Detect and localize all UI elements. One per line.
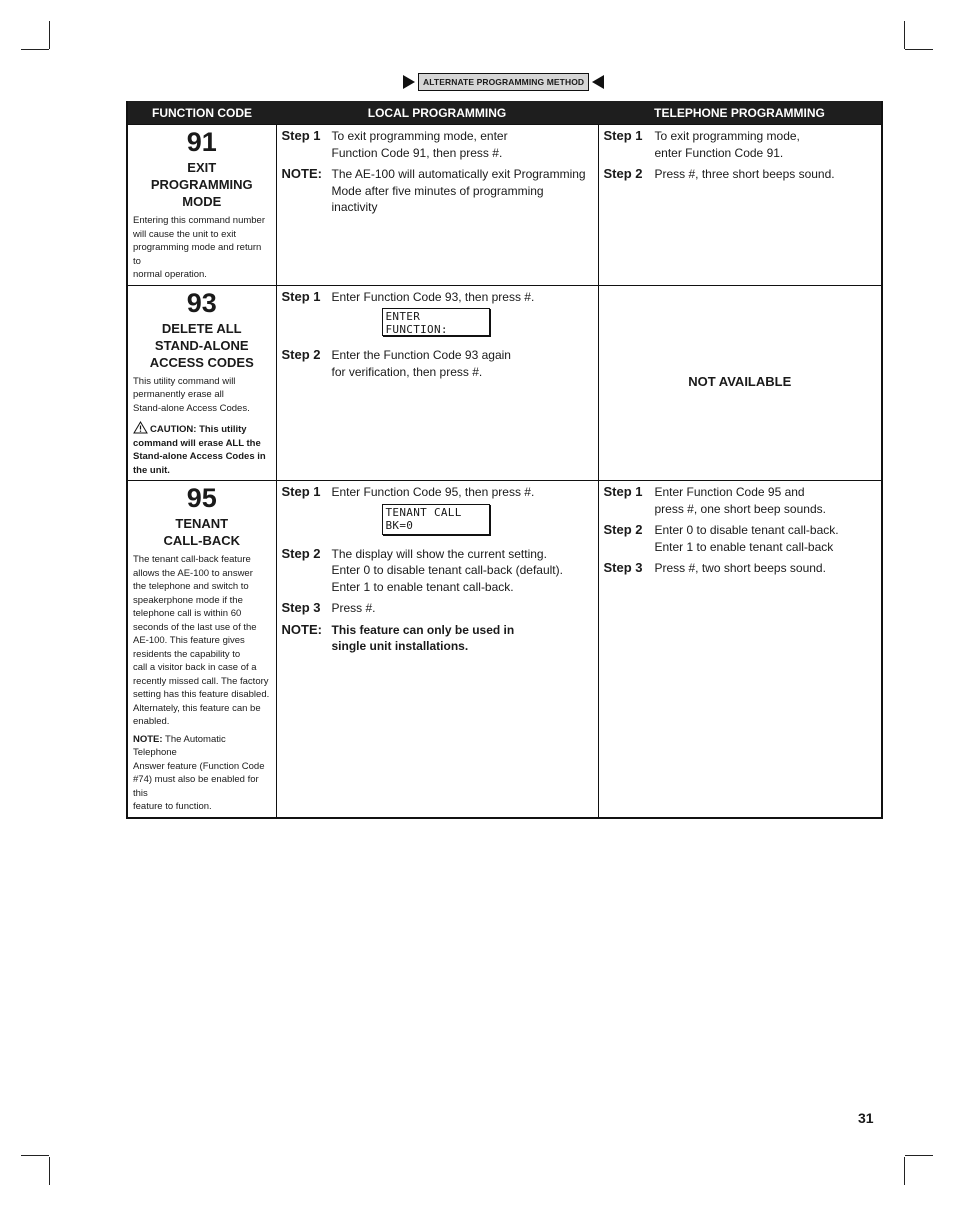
section-label: ALTERNATE PROGRAMMING METHOD	[418, 73, 589, 91]
crop-mark	[905, 49, 933, 50]
step-text: Press #.	[331, 601, 376, 615]
function-description: The tenant call-back feature allows the AE-100 to answer the telephone and switch to speakerphone mode if the telephone call is within 60 seconds of the last use of the AE-100. This feature gives residents the capability to call a visitor back in case of a recently missed call. The factory setting has this feature disabled. Alternately, this feature can be enabled.	[133, 554, 270, 727]
step	[604, 128, 877, 161]
step-text: Enter 0 to disable tenant call-back. Enter 1 to enable tenant call-back	[654, 523, 839, 554]
table-row	[127, 125, 882, 286]
crop-mark	[904, 21, 905, 49]
programming-table	[126, 101, 883, 819]
page-number: 31	[858, 1110, 874, 1126]
telephone-programming-cell	[598, 125, 882, 286]
note-label: NOTE:	[281, 621, 322, 637]
function-code-cell	[127, 285, 276, 481]
note	[282, 622, 593, 655]
crop-mark	[21, 49, 49, 50]
section-tag	[403, 72, 604, 92]
step-text: To exit programming mode, enter Function Code 91, then press #.	[331, 129, 508, 160]
step	[282, 289, 593, 306]
step-text: Enter Function Code 95 and press #, one short beep sounds.	[654, 485, 826, 516]
step-text: Enter Function Code 93, then press #.	[331, 289, 535, 304]
step-text: Press #, two short beeps sound.	[654, 561, 826, 575]
function-name: TENANT CALL-BACK	[163, 516, 241, 548]
note-label: NOTE:	[133, 733, 163, 745]
step	[282, 546, 593, 596]
table-row	[127, 481, 882, 818]
step	[282, 128, 593, 161]
step-label: Step 2	[603, 522, 643, 537]
step-label: Step 1	[281, 128, 321, 143]
column-header: TELEPHONE PROGRAMMING	[598, 101, 882, 125]
local-programming-cell	[276, 285, 598, 481]
step-label: Step 1	[603, 484, 643, 499]
function-code-cell	[127, 125, 276, 286]
function-description: This utility command will permanently erase all Stand-alone Access Codes.	[133, 375, 250, 414]
local-programming-cell	[276, 125, 598, 286]
local-programming-cell	[276, 481, 598, 818]
lcd-display: TENANT CALL BK=0	[382, 504, 490, 535]
crop-mark	[904, 1157, 905, 1185]
step	[604, 166, 877, 183]
function-description: Entering this command number will cause the unit to exit programming mode and return to normal operation.	[133, 215, 266, 280]
function-name: DELETE ALL STAND-ALONE ACCESS CODES	[149, 320, 254, 370]
crop-mark	[49, 1157, 50, 1185]
table-header	[127, 101, 882, 125]
step-label: Step 2	[281, 347, 321, 362]
function-note: NOTE: The Automatic Telephone Answer feature (Function Code #74) must also be enabled for this feature to function.	[133, 733, 265, 812]
step	[282, 600, 593, 617]
note-text: The AE-100 will automatically exit Programming Mode after five minutes of programming inactivity	[331, 167, 586, 214]
telephone-programming-cell	[598, 285, 882, 481]
step-label: Step 3	[281, 600, 321, 615]
step-label: Step 2	[603, 166, 643, 181]
step	[604, 484, 877, 517]
not-available-label: NOT AVAILABLE	[688, 374, 792, 389]
step-label: Step 3	[603, 560, 643, 575]
arrow-left-icon	[592, 75, 604, 89]
step-text: Enter the Function Code 93 again for verification, then press #.	[331, 348, 511, 379]
step-text: Enter Function Code 95, then press #.	[331, 485, 535, 499]
step	[604, 522, 877, 555]
note	[282, 166, 593, 216]
column-header: FUNCTION CODE	[127, 101, 276, 125]
function-code-number: 91	[186, 127, 217, 157]
telephone-programming-cell	[598, 481, 882, 818]
step-label: Step 2	[281, 545, 321, 561]
note-label: NOTE:	[281, 166, 322, 181]
note-text: This feature can only be used in single unit installations.	[331, 622, 515, 653]
step-text: To exit programming mode, enter Function Code 91.	[654, 129, 800, 160]
step	[604, 560, 877, 577]
step-label: Step 1	[603, 128, 643, 143]
crop-mark	[21, 1155, 49, 1156]
step	[282, 484, 593, 501]
crop-mark	[49, 21, 50, 49]
table-row	[127, 285, 882, 481]
warning-icon	[133, 421, 148, 434]
caution-note: CAUTION: This utility command will erase ALL the Stand-alone Access Codes in the unit.	[133, 421, 271, 477]
lcd-display: ENTER FUNCTION:	[382, 308, 490, 336]
step-text: Press #, three short beeps sound.	[654, 167, 835, 181]
arrow-right-icon	[403, 75, 415, 89]
step-text: The display will show the current setting. Enter 0 to disable tenant call-back (default). Enter 1 to enable tenant call-back.	[331, 546, 563, 594]
crop-mark	[905, 1155, 933, 1156]
function-code-cell	[127, 481, 276, 818]
function-code-number: 95	[186, 483, 217, 513]
step-label: Step 1	[281, 288, 321, 304]
function-name: EXIT PROGRAMMING MODE	[150, 160, 253, 209]
function-code-number: 93	[186, 287, 217, 318]
column-header: LOCAL PROGRAMMING	[276, 101, 598, 125]
step-label: Step 1	[281, 484, 321, 499]
step	[282, 347, 593, 380]
